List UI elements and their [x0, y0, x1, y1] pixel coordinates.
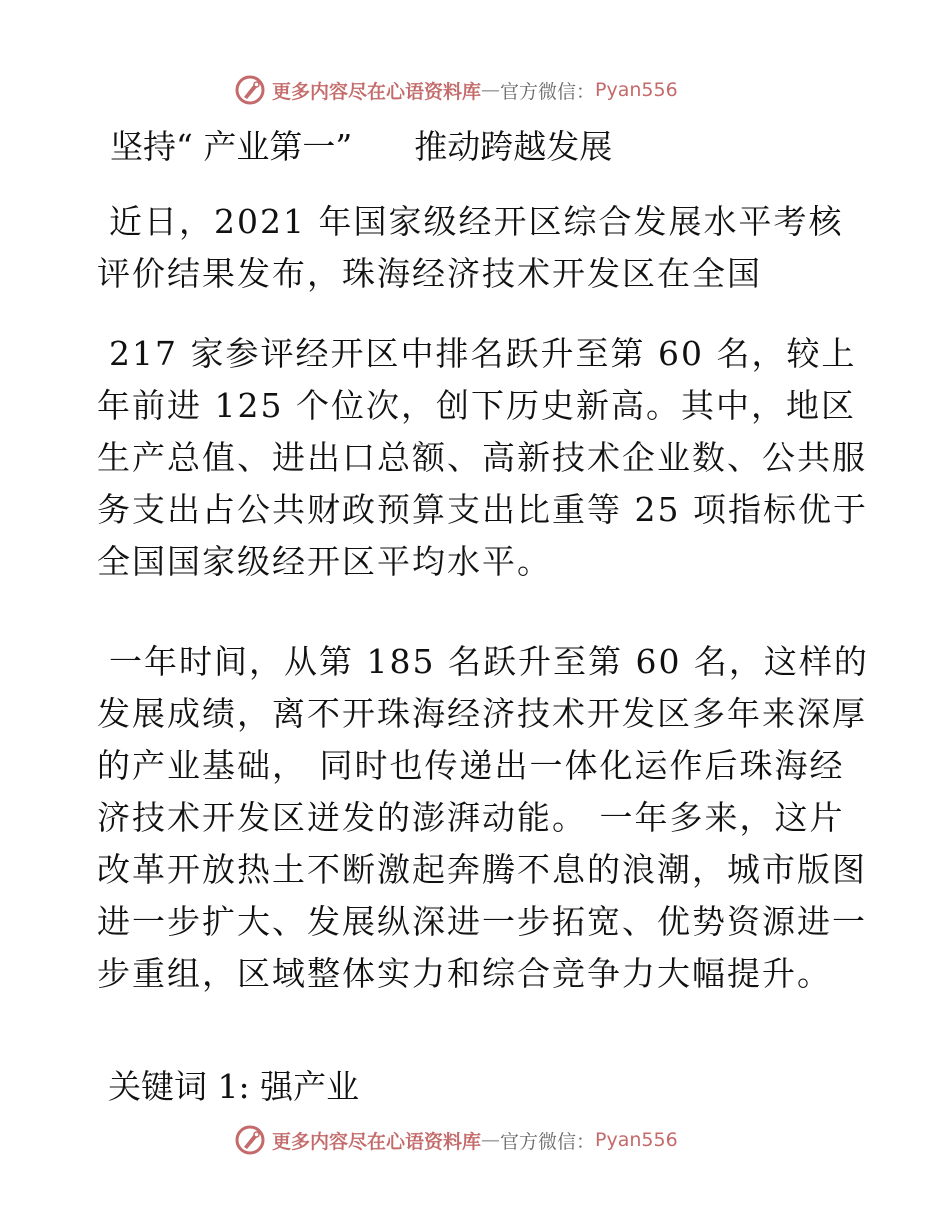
watermark-contact-label: 官方微信：: [500, 1130, 596, 1153]
pen-logo-icon: [234, 74, 266, 106]
keyword-heading: 关键词 1: 强产业: [108, 1067, 360, 1106]
paragraph-1: [97, 196, 857, 300]
paragraph-line: 发展成绩，离不开珠海经济技术开发区多年来深厚: [97, 694, 867, 733]
watermark-contact-id: Pyan556: [595, 79, 678, 101]
paragraph-2: [97, 328, 868, 588]
paragraph-line: 评价结果发布，珠海经济技术开发区在全国: [97, 254, 762, 293]
paragraph-line: 务支出占公共财政预算支出比重等 25 项指标优于: [97, 490, 868, 529]
paragraph-line: 步重组，区域整体实力和综合竞争力大幅提升。: [97, 954, 832, 993]
watermark-header: [234, 72, 754, 108]
paragraph-line: 进一步扩大、发展纵深进一步拓宽、优势资源进一: [97, 902, 867, 941]
paragraph-line: 年前进 125 个位次，创下历史新高。其中，地区: [97, 386, 856, 425]
paragraph-3: [97, 636, 869, 1000]
title-right: 推动跨越发展: [414, 127, 613, 166]
watermark-dash: —: [481, 79, 501, 101]
paragraph-line: 生产总值、进出口总额、高新技术企业数、公共服: [97, 438, 867, 477]
watermark-contact-id: Pyan556: [595, 1129, 678, 1151]
watermark-text: 更多内容尽在心语资料库: [272, 80, 482, 103]
title-left: 坚持“ 产业第一”: [110, 127, 353, 166]
paragraph-line: 一年时间，从第 185 名跃升至第 60 名，这样的: [109, 642, 869, 681]
paragraph-line: 的产业基础， 同时也传递出一体化运作后珠海经: [97, 746, 845, 785]
paragraph-line: 近日，2021 年国家级经开区综合发展水平考核: [109, 202, 844, 241]
paragraph-line: 217 家参评经开区中排名跃升至第 60 名，较上: [109, 334, 857, 373]
paragraph-line: 全国国家级经开区平均水平。: [97, 542, 552, 581]
page-title: [110, 122, 612, 172]
watermark-text: 更多内容尽在心语资料库: [272, 1130, 482, 1153]
watermark-dash: —: [481, 1129, 501, 1151]
paragraph-line: 改革开放热土不断激起奔腾不息的浪潮，城市版图: [97, 850, 867, 889]
watermark-footer: [234, 1122, 754, 1158]
paragraph-line: 济技术开发区迸发的澎湃动能。 一年多来，这片: [97, 798, 845, 837]
watermark-contact-label: 官方微信：: [500, 80, 596, 103]
pen-logo-icon: [234, 1124, 266, 1156]
